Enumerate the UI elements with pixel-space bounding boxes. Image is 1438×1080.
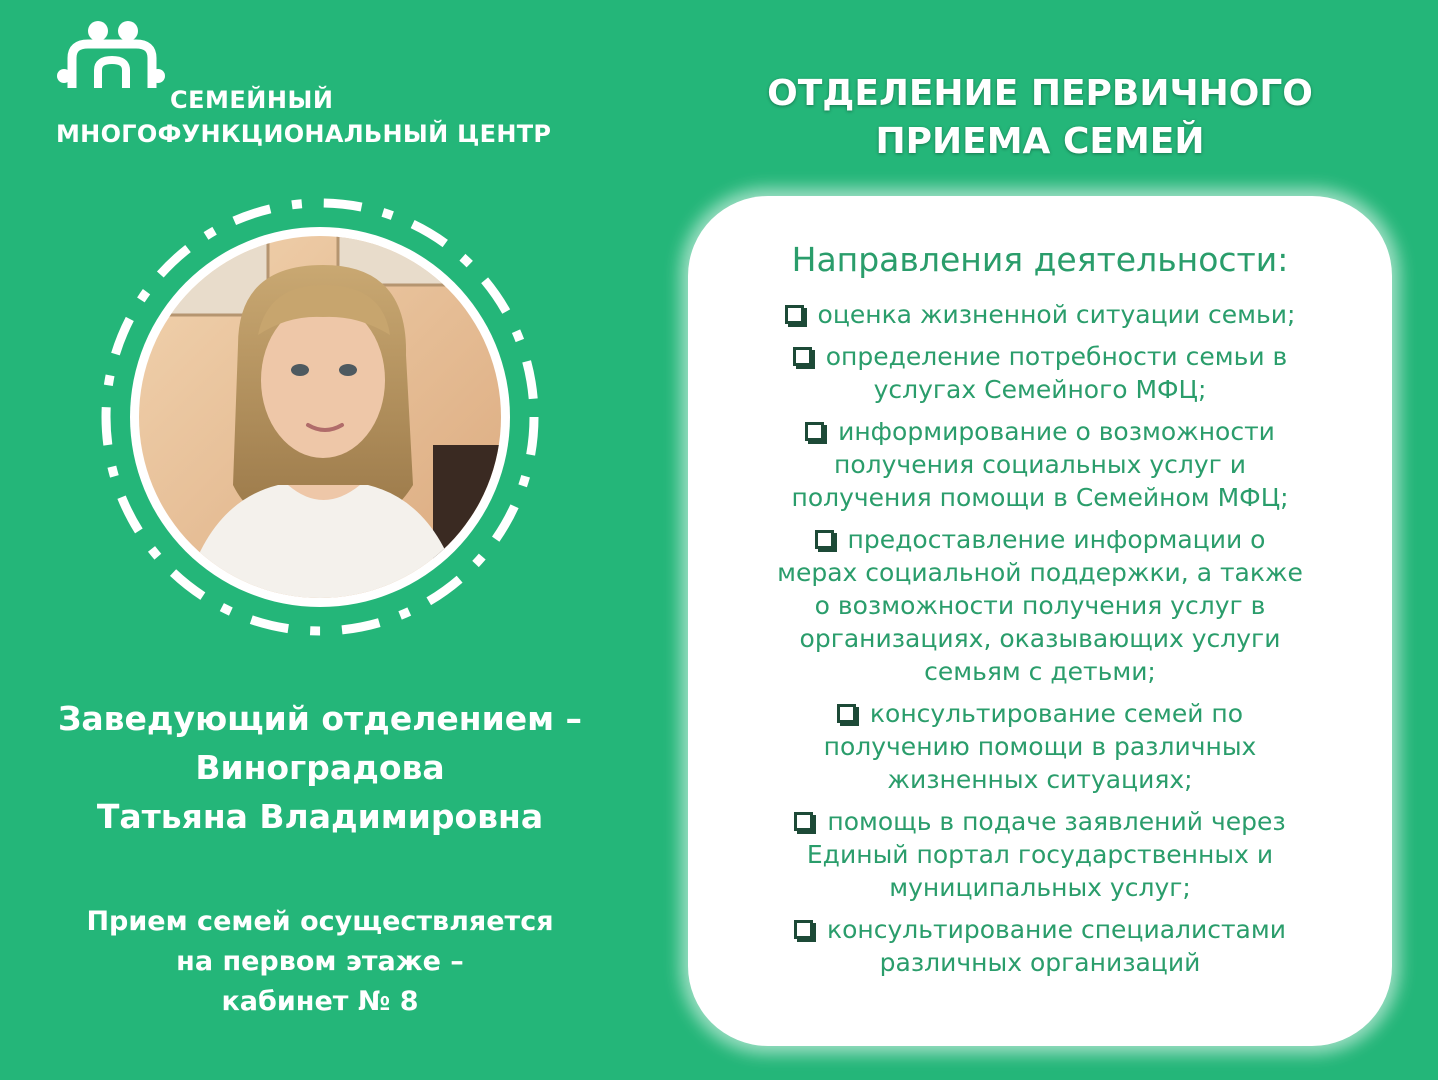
list-item-line xyxy=(718,523,1362,556)
list-item-line xyxy=(718,340,1362,373)
list-item-line xyxy=(718,838,1362,871)
list-item-text: помощь в подаче заявлений через xyxy=(827,807,1286,836)
list-item-text: определение потребности семьи в xyxy=(825,342,1288,371)
list-item-text: жизненных ситуациях; xyxy=(887,765,1193,794)
reception-line2: на первом этаже – xyxy=(176,946,464,977)
list-item xyxy=(718,697,1362,796)
list-item-line xyxy=(718,622,1362,655)
list-item-text: оценка жизненной ситуации семьи; xyxy=(817,300,1296,329)
checkbox-bullet-icon xyxy=(794,920,813,939)
manager-caption xyxy=(20,694,620,841)
list-item xyxy=(718,913,1362,979)
reception-line1: Прием семей осуществляется xyxy=(86,906,554,937)
list-item xyxy=(718,298,1362,331)
page-title xyxy=(700,70,1380,166)
list-item-line xyxy=(718,448,1362,481)
manager-surname: Виноградова xyxy=(195,748,445,787)
list-item xyxy=(718,340,1362,406)
list-item-text: о возможности получения услуг в xyxy=(814,591,1266,620)
manager-photo-frame xyxy=(88,185,553,650)
list-item-line xyxy=(718,655,1362,688)
list-item-text: мерах социальной поддержки, а также xyxy=(777,558,1303,587)
list-item-line xyxy=(718,481,1362,514)
logo xyxy=(48,20,648,148)
manager-name: Татьяна Владимировна xyxy=(96,797,544,836)
logo-title-line2: МНОГОФУНКЦИОНАЛЬНЫЙ ЦЕНТР xyxy=(56,120,552,148)
list-item-line xyxy=(718,730,1362,763)
list-item-line xyxy=(718,298,1362,331)
list-item-text: различных организаций xyxy=(879,948,1201,977)
checkbox-bullet-icon xyxy=(837,704,856,723)
list-item xyxy=(718,415,1362,514)
page-title-line2: ПРИЕМА СЕМЕЙ xyxy=(875,121,1205,162)
list-item-text: консультирование специалистами xyxy=(827,915,1286,944)
list-item-line xyxy=(718,871,1362,904)
activities-list xyxy=(718,298,1362,988)
list-item-text: получению помощи в различных xyxy=(823,732,1257,761)
checkbox-bullet-icon xyxy=(785,305,804,324)
checkbox-bullet-icon xyxy=(794,812,813,831)
list-item-text: Единый портал государственных и xyxy=(806,840,1274,869)
manager-photo xyxy=(88,185,553,650)
list-item-line xyxy=(718,763,1362,796)
logo-title-line1: СЕМЕЙНЫЙ xyxy=(170,86,334,114)
list-item-text: услугах Семейного МФЦ; xyxy=(873,375,1207,404)
list-item-text: организациях, оказывающих услуги xyxy=(799,624,1281,653)
reception-info xyxy=(20,902,620,1022)
list-item xyxy=(718,805,1362,904)
activities-card xyxy=(688,196,1392,1046)
manager-role: Заведующий отделением – xyxy=(57,699,583,738)
list-item-text: консультирование семей по xyxy=(869,699,1244,728)
list-item-text: получения социальных услуг и xyxy=(834,450,1246,479)
list-item-line xyxy=(718,805,1362,838)
page-title-line1: ОТДЕЛЕНИЕ ПЕРВИЧНОГО xyxy=(767,73,1313,114)
list-item-line xyxy=(718,946,1362,979)
list-item-line xyxy=(718,913,1362,946)
reception-line3: кабинет № 8 xyxy=(221,986,419,1017)
list-item xyxy=(718,523,1362,688)
list-item-text: семьям с детьми; xyxy=(924,657,1156,686)
checkbox-bullet-icon xyxy=(793,347,812,366)
list-item-text: предоставление информации о xyxy=(847,525,1266,554)
list-item-line xyxy=(718,589,1362,622)
list-item-line xyxy=(718,415,1362,448)
checkbox-bullet-icon xyxy=(815,530,834,549)
list-item-line xyxy=(718,556,1362,589)
family-logo-icon xyxy=(48,20,166,92)
activities-heading: Направления деятельности: xyxy=(791,240,1289,279)
list-item-text: информирование о возможности xyxy=(838,417,1275,446)
list-item-text: получения помощи в Семейном МФЦ; xyxy=(791,483,1289,512)
list-item-line xyxy=(718,697,1362,730)
list-item-text: муниципальных услуг; xyxy=(889,873,1191,902)
checkbox-bullet-icon xyxy=(805,422,824,441)
list-item-line xyxy=(718,373,1362,406)
